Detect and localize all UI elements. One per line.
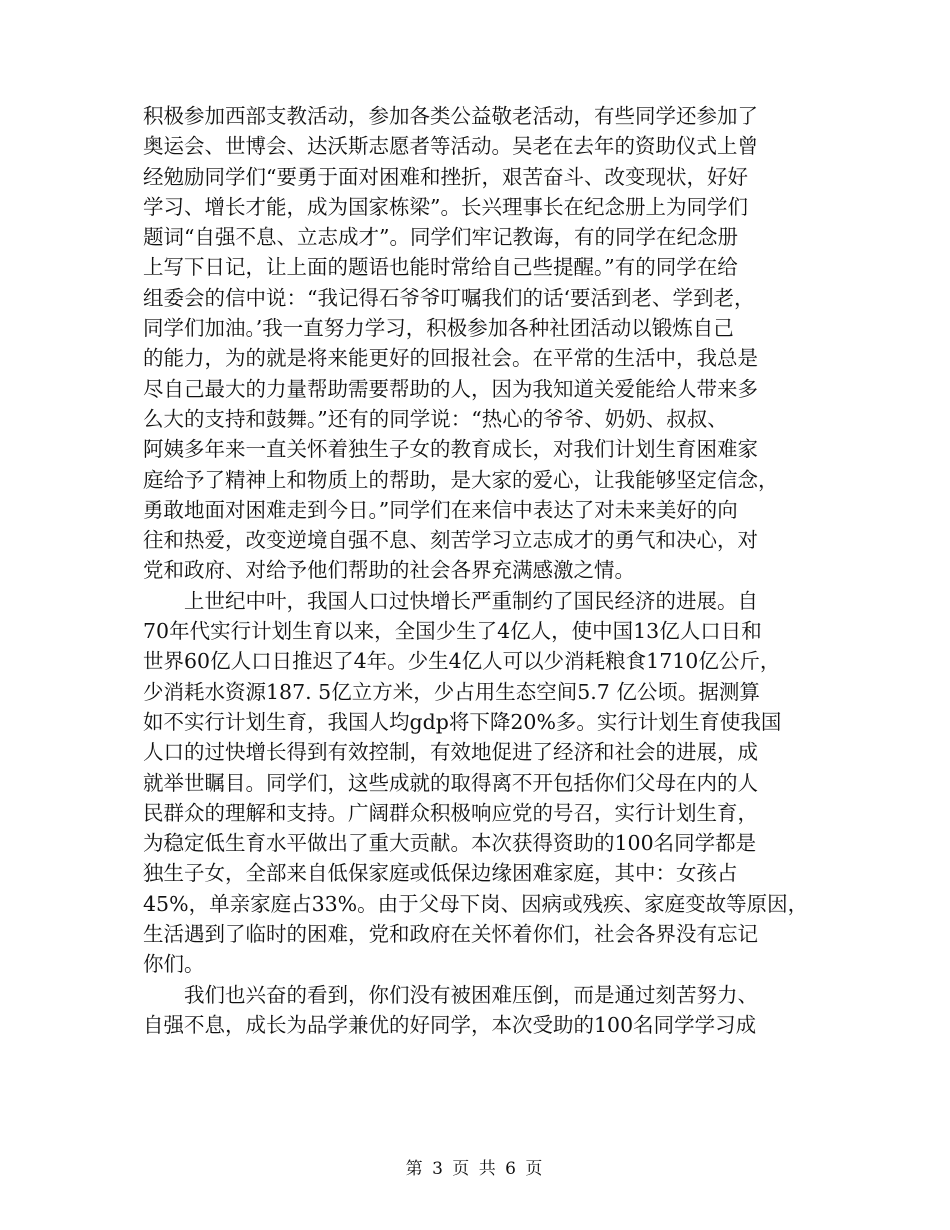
text-line: 学习、增长才能，成为国家栋梁”。长兴理事长在纪念册上为同学们 <box>143 194 748 219</box>
text-line: 的能力，为的就是将来能更好的回报社会。在平常的生活中，我总是 <box>143 346 758 371</box>
text-line: 我们也兴奋的看到，你们没有被困难压倒，而是通过刻苦努力、 <box>143 982 758 1007</box>
text-line: 上写下日记，让上面的题语也能时常给自己些提醒。”有的同学在给 <box>143 255 738 280</box>
text-line: 独生子女，全部来自低保家庭或低保边缘困难家庭，其中：女孩占 <box>143 861 738 886</box>
text-line: 少消耗水资源187. 5亿立方米，少占用生态空间5.7 亿公顷。据测算 <box>143 679 760 704</box>
text-line: 你们。 <box>143 952 205 977</box>
text-line: 阿姨多年来一直关怀着独生子女的教育成长，对我们计划生育困难家 <box>143 437 758 462</box>
text-line: 题词“自强不息、立志成才”。同学们牢记教诲，有的同学在纪念册 <box>143 225 738 250</box>
text-line: 上世纪中叶，我国人口过快增长严重制约了国民经济的进展。自 <box>143 588 758 613</box>
text-line: 党和政府、对给予他们帮助的社会各界充满感激之情。 <box>143 558 635 583</box>
text-line: 世界60亿人口日推迟了4年。少生4亿人可以少消耗粮食1710亿公斤， <box>143 649 781 674</box>
text-line: 勇敢地面对困难走到今日。”同学们在来信中表达了对未来美好的向 <box>143 497 738 522</box>
text-line: 45%，单亲家庭占33%。由于父母下岗、因病或残疾、家庭变故等原因， <box>143 891 809 916</box>
text-line: 经勉励同学们“要勇于面对困难和挫折，艰苦奋斗、改变现状，好好 <box>143 164 748 189</box>
page-footer: 第 3 页 共 6 页 <box>405 1159 545 1179</box>
text-line: 为稳定低生育水平做出了重大贡献。本次获得资助的100名同学都是 <box>143 831 757 856</box>
text-line: 积极参加西部支教活动，参加各类公益敬老活动，有些同学还参加了 <box>143 104 758 128</box>
text-line: 民群众的理解和支持。广阔群众积极响应党的号召，实行计划生育， <box>143 800 758 825</box>
text-line: 组委会的信中说：“我记得石爷爷叮嘱我们的话‘要活到老、学到老， <box>143 285 755 310</box>
text-line: 70年代实行计划生育以来，全国少生了4亿人，使中国13亿人口日和 <box>143 619 762 644</box>
text-line: 自强不息，成长为品学兼优的好同学，本次受助的100名同学学习成 <box>143 1012 757 1037</box>
text-line: 同学们加油。’我一直努力学习，积极参加各种社团活动以锻炼自己 <box>143 316 734 341</box>
text-line: 往和热爱，改变逆境自强不息、刻苦学习立志成才的勇气和决心，对 <box>143 528 758 553</box>
text-line: 如不实行计划生育，我国人均gdp将下降20%多。实行计划生育使我国 <box>143 709 782 734</box>
text-line: 奥运会、世博会、达沃斯志愿者等活动。吴老在去年的资助仪式上曾 <box>143 134 758 159</box>
text-line: 就举世瞩目。同学们，这些成就的取得离不开包括你们父母在内的人 <box>143 770 758 795</box>
text-line: 么大的支持和鼓舞。”还有的同学说：“热心的爷爷、奶奶、叔叔、 <box>143 406 728 431</box>
text-line: 尽自己最大的力量帮助需要帮助的人，因为我知道关爱能给人带来多 <box>143 376 758 401</box>
text-line: 人口的过快增长得到有效控制，有效地促进了经济和社会的进展，成 <box>143 740 758 765</box>
text-line: 庭给予了精神上和物质上的帮助，是大家的爱心，让我能够坚定信念， <box>143 467 779 492</box>
body-text <box>143 101 823 1040</box>
text-line: 生活遇到了临时的困难，党和政府在关怀着你们，社会各界没有忘记 <box>143 922 758 947</box>
